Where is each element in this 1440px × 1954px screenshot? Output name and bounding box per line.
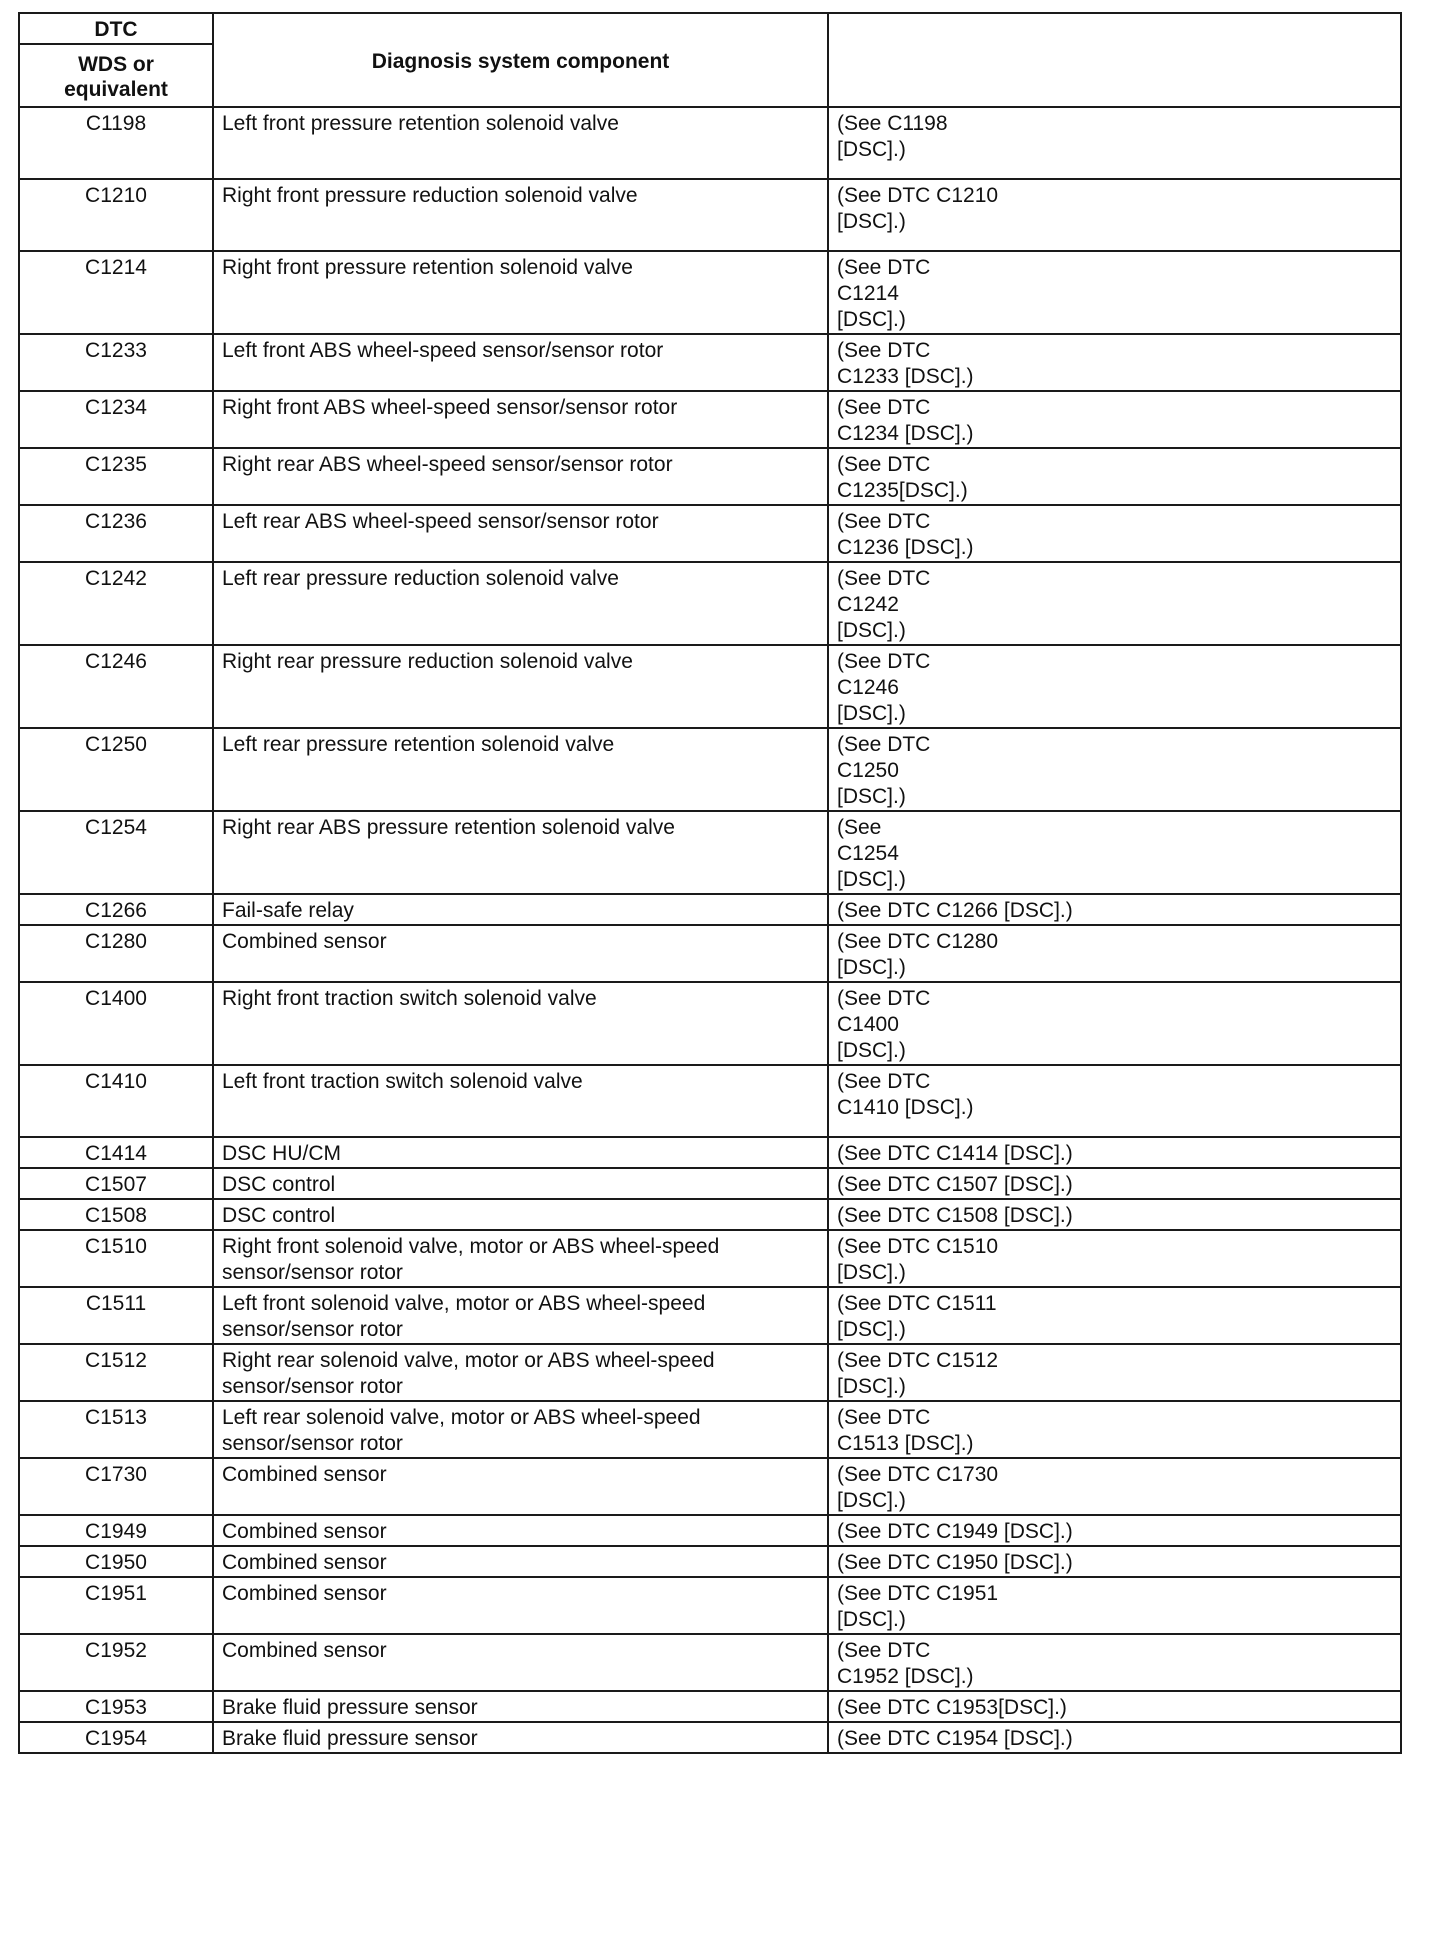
component-cell: Brake fluid pressure sensor — [213, 1722, 828, 1753]
reference-cell: (See DTC C1950 [DSC].) — [828, 1546, 1401, 1577]
reference-cell: (See DTC C1214 [DSC].) — [828, 251, 1401, 334]
component-cell: DSC control — [213, 1199, 828, 1230]
dtc-code-cell: C1233 — [19, 334, 213, 391]
reference-cell: (See DTC C1953[DSC].) — [828, 1691, 1401, 1722]
dtc-code-cell: C1266 — [19, 894, 213, 925]
dtc-code-cell: C1513 — [19, 1401, 213, 1458]
component-cell: Left rear ABS wheel-speed sensor/sensor rotor — [213, 505, 828, 562]
dtc-code-cell: C1512 — [19, 1344, 213, 1401]
component-cell: Left rear pressure retention solenoid valve — [213, 728, 828, 811]
table-row — [19, 1230, 1401, 1287]
table-row — [19, 1634, 1401, 1691]
reference-cell: (See DTC C1949 [DSC].) — [828, 1515, 1401, 1546]
reference-cell: (See DTC C1280 [DSC].) — [828, 925, 1401, 982]
component-cell: Right rear ABS wheel-speed sensor/sensor rotor — [213, 448, 828, 505]
reference-cell: (See DTC C1414 [DSC].) — [828, 1137, 1401, 1168]
table-row — [19, 448, 1401, 505]
component-cell: Right front traction switch solenoid valve — [213, 982, 828, 1065]
dtc-code-cell: C1410 — [19, 1065, 213, 1137]
component-cell: Left front pressure retention solenoid valve — [213, 107, 828, 179]
reference-cell: (See DTC C1210 [DSC].) — [828, 179, 1401, 251]
reference-cell: (See DTC C1511 [DSC].) — [828, 1287, 1401, 1344]
component-cell: Right front ABS wheel-speed sensor/sensor rotor — [213, 391, 828, 448]
reference-cell: (See DTC C1951 [DSC].) — [828, 1577, 1401, 1634]
component-cell: Fail-safe relay — [213, 894, 828, 925]
table-row — [19, 1458, 1401, 1515]
component-cell: Combined sensor — [213, 1515, 828, 1546]
dtc-code-cell: C1254 — [19, 811, 213, 894]
table-row — [19, 1577, 1401, 1634]
component-cell: Combined sensor — [213, 1458, 828, 1515]
table-row — [19, 1168, 1401, 1199]
component-cell: Combined sensor — [213, 1634, 828, 1691]
component-cell: Right front pressure retention solenoid valve — [213, 251, 828, 334]
component-cell: Left front traction switch solenoid valve — [213, 1065, 828, 1137]
component-cell: Brake fluid pressure sensor — [213, 1691, 828, 1722]
table-row — [19, 1722, 1401, 1753]
header-row-1 — [19, 13, 1401, 44]
table-row — [19, 251, 1401, 334]
component-cell: Right rear ABS pressure retention solenoid valve — [213, 811, 828, 894]
reference-cell: (See DTC C1250 [DSC].) — [828, 728, 1401, 811]
reference-cell: (See DTC C1400 [DSC].) — [828, 982, 1401, 1065]
component-cell: Right front pressure reduction solenoid valve — [213, 179, 828, 251]
component-cell: DSC HU/CM — [213, 1137, 828, 1168]
dtc-code-cell: C1250 — [19, 728, 213, 811]
table-row — [19, 1287, 1401, 1344]
table-row — [19, 1137, 1401, 1168]
dtc-code-cell: C1951 — [19, 1577, 213, 1634]
dtc-code-cell: C1242 — [19, 562, 213, 645]
component-cell: Left front ABS wheel-speed sensor/sensor rotor — [213, 334, 828, 391]
reference-cell: (See DTC C1266 [DSC].) — [828, 894, 1401, 925]
table-row — [19, 811, 1401, 894]
table-row — [19, 1344, 1401, 1401]
dtc-code-cell: C1950 — [19, 1546, 213, 1577]
dtc-code-cell: C1236 — [19, 505, 213, 562]
table-row — [19, 925, 1401, 982]
reference-cell: (See DTC C1952 [DSC].) — [828, 1634, 1401, 1691]
reference-cell: (See DTC C1246 [DSC].) — [828, 645, 1401, 728]
reference-cell: (See C1254 [DSC].) — [828, 811, 1401, 894]
reference-cell: (See DTC C1512 [DSC].) — [828, 1344, 1401, 1401]
table-row — [19, 1065, 1401, 1137]
table-header — [19, 13, 1401, 107]
dtc-code-cell: C1952 — [19, 1634, 213, 1691]
reference-cell: (See DTC C1730 [DSC].) — [828, 1458, 1401, 1515]
table-row — [19, 107, 1401, 179]
table-row — [19, 562, 1401, 645]
table-row — [19, 1691, 1401, 1722]
reference-cell: (See DTC C1236 [DSC].) — [828, 505, 1401, 562]
table-row — [19, 1401, 1401, 1458]
table-row — [19, 1199, 1401, 1230]
header-reference — [828, 13, 1401, 107]
header-component: Diagnosis system component — [213, 13, 828, 107]
reference-cell: (See DTC C1513 [DSC].) — [828, 1401, 1401, 1458]
component-cell: Left front solenoid valve, motor or ABS wheel-speed sensor/sensor rotor — [213, 1287, 828, 1344]
reference-cell: (See DTC C1233 [DSC].) — [828, 334, 1401, 391]
component-cell: Right front solenoid valve, motor or ABS wheel-speed sensor/sensor rotor — [213, 1230, 828, 1287]
table-row — [19, 1546, 1401, 1577]
component-cell: Right rear pressure reduction solenoid valve — [213, 645, 828, 728]
header-dtc: DTC — [19, 13, 213, 44]
table-row — [19, 179, 1401, 251]
reference-cell: (See DTC C1510 [DSC].) — [828, 1230, 1401, 1287]
dtc-code-cell: C1246 — [19, 645, 213, 728]
reference-cell: (See DTC C1242 [DSC].) — [828, 562, 1401, 645]
reference-cell: (See DTC C1235[DSC].) — [828, 448, 1401, 505]
dtc-code-cell: C1198 — [19, 107, 213, 179]
dtc-code-cell: C1730 — [19, 1458, 213, 1515]
dtc-code-cell: C1508 — [19, 1199, 213, 1230]
reference-cell: (See C1198 [DSC].) — [828, 107, 1401, 179]
reference-cell: (See DTC C1954 [DSC].) — [828, 1722, 1401, 1753]
dtc-code-cell: C1210 — [19, 179, 213, 251]
dtc-code-cell: C1235 — [19, 448, 213, 505]
reference-cell: (See DTC C1410 [DSC].) — [828, 1065, 1401, 1137]
table-row — [19, 1515, 1401, 1546]
dtc-code-cell: C1954 — [19, 1722, 213, 1753]
dtc-code-cell: C1414 — [19, 1137, 213, 1168]
dtc-code-cell: C1510 — [19, 1230, 213, 1287]
table-row — [19, 391, 1401, 448]
table-body — [19, 107, 1401, 1753]
table-row — [19, 982, 1401, 1065]
dtc-code-cell: C1234 — [19, 391, 213, 448]
table-row — [19, 645, 1401, 728]
table-row — [19, 728, 1401, 811]
component-cell: Left rear solenoid valve, motor or ABS wheel-speed sensor/sensor rotor — [213, 1401, 828, 1458]
component-cell: Right rear solenoid valve, motor or ABS wheel-speed sensor/sensor rotor — [213, 1344, 828, 1401]
table-row — [19, 894, 1401, 925]
table-row — [19, 505, 1401, 562]
dtc-code-cell: C1507 — [19, 1168, 213, 1199]
component-cell: Combined sensor — [213, 1546, 828, 1577]
dtc-code-cell: C1400 — [19, 982, 213, 1065]
header-wds: WDS or equivalent — [19, 44, 213, 107]
dtc-code-cell: C1214 — [19, 251, 213, 334]
component-cell: Left rear pressure reduction solenoid valve — [213, 562, 828, 645]
dtc-table — [18, 12, 1402, 1754]
component-cell: DSC control — [213, 1168, 828, 1199]
reference-cell: (See DTC C1508 [DSC].) — [828, 1199, 1401, 1230]
reference-cell: (See DTC C1234 [DSC].) — [828, 391, 1401, 448]
table-row — [19, 334, 1401, 391]
dtc-code-cell: C1280 — [19, 925, 213, 982]
component-cell: Combined sensor — [213, 1577, 828, 1634]
component-cell: Combined sensor — [213, 925, 828, 982]
reference-cell: (See DTC C1507 [DSC].) — [828, 1168, 1401, 1199]
dtc-document — [18, 12, 1400, 1754]
dtc-code-cell: C1949 — [19, 1515, 213, 1546]
dtc-code-cell: C1953 — [19, 1691, 213, 1722]
dtc-code-cell: C1511 — [19, 1287, 213, 1344]
